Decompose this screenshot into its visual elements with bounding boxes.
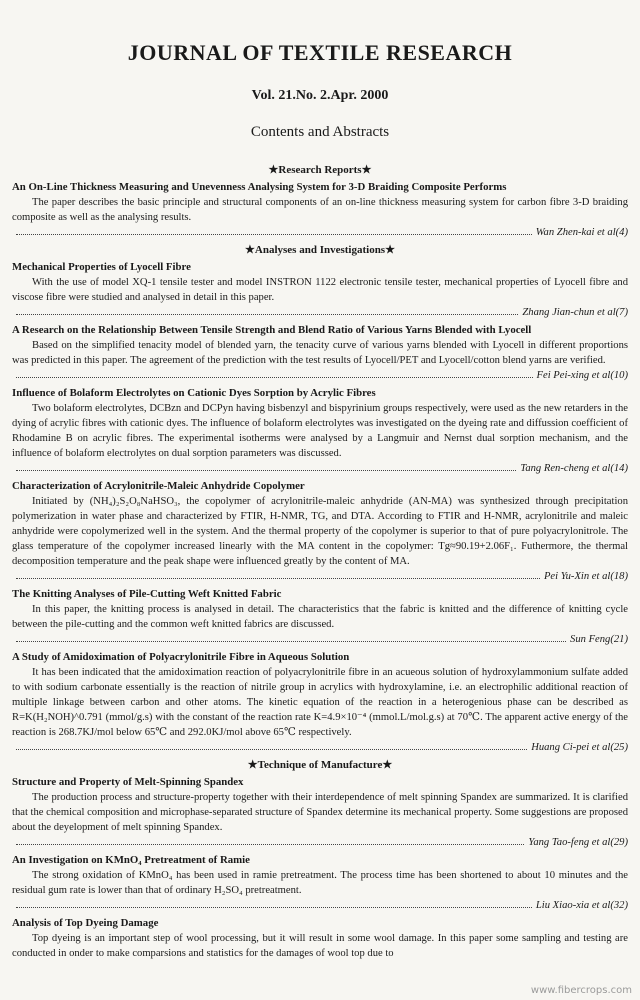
article-abstract: It has been indicated that the amidoximation reaction of polyacrylonitrile fibre in an acueous solution of hydroxylammonium sulfate added to with sodium carbonate essentially is the reaction of nitrile group in acrylics with hydroxylamine, i.e. an electrophilic additional reaction of multiple linkage between carbon and other atoms. The kinetic equation of the reaction in a heterogenious phase can be described as R=K(H₂NOH)^0.791 (mmol/g.s) with the constant of the reaction rate K=4.9×10⁻⁴ (mmol.L/mol.g.s) at 70℃. The apparent active energy of the reaction is 268.7KJ/mol below 65℃ and 292.0KJ/mol above 65℃ respectively.	[12, 667, 628, 738]
article-abstract: Two bolaform electrolytes, DCBzn and DCPyn having bisbenzyl and bispyrinium groups respectively, were used as the new retarders in the dying of acrylic fibres with cationic dyes. The influence of bolaform electrolytes was investigated on the dyeing rate and diffussion coefficient of Rhodamine B on acrylic fibres. The experimental isotherms were analysed by a Langmuir and Nernst dual sorption mechanism, and the influence of bolaform electrolytes on dual sorption parameters was discussed.	[12, 403, 628, 459]
article-abstract: The production process and structure-property together with their interdependence of melt spinning Spandex are summarized. It is clarified that the chemical composition and microphase-separated structure of Spandex determine its mechanical property. Some suggestions are proposed about the deyelopment of melt spinning Spandex.	[12, 792, 628, 833]
site-watermark: www.fibercrops.com	[530, 985, 632, 996]
dot-leader	[16, 577, 540, 579]
article-entry	[12, 775, 628, 850]
article-title: A Study of Amidoximation of Polyacrylonitrile Fibre in Aqueous Solution	[12, 651, 350, 663]
article-title: Analysis of Top Dyeing Damage	[12, 917, 159, 929]
article-entry	[12, 853, 628, 913]
author-page-ref: Pei Yu-Xin et al(18)	[543, 571, 628, 582]
article-abstract: Initiated by (NH₄)₂S₂O₈NaHSO₃, the copolymer of acrylonitrile-maleic anhydride (AN-MA) was synthesized through precipitation polymerization in water phase and characterized by FTIR, H-NMR, TG, and DTA. According to FTIR and H-NMR, acrylonitrile and maleic anhydride were copolymerized well in the system. And the thermal property of the copolymer is superior to that of pure polyacrylonitrole. The glass temperature of the copolymer increased linearly with the MA content in the copolymer: Tg≈90.19+2.06F₁. Futhermore, the thermal decomposition temperature and the peak shape were influenced greatly by the content of MA.	[12, 496, 628, 567]
dot-leader	[16, 469, 516, 471]
author-page-ref: Tang Ren-cheng et al(14)	[520, 463, 628, 474]
article-title: Structure and Property of Melt-Spinning Spandex	[12, 776, 244, 788]
author-page-ref: Liu Xiao-xia et al(32)	[535, 900, 628, 911]
contents-heading: Contents and Abstracts	[250, 124, 390, 140]
dot-leader	[16, 640, 566, 642]
article-title: An Investigation on KMnO₄ Pretreatment of Ramie	[12, 854, 250, 866]
article-byline	[12, 898, 628, 913]
article-entry	[12, 260, 628, 320]
article-entry	[12, 479, 628, 584]
article-title: The Knitting Analyses of Pile-Cutting Weft Knitted Fabric	[12, 588, 282, 600]
article-title: Influence of Bolaform Electrolytes on Cationic Dyes Sorption by Acrylic Fibres	[12, 387, 376, 399]
journal-title: JOURNAL OF TEXTILE RESEARCH	[127, 40, 513, 65]
dot-leader	[16, 748, 527, 750]
article-title: An On-Line Thickness Measuring and Unevenness Analysing System for 3-D Braiding Composite Performs	[12, 181, 507, 193]
article-abstract: Based on the simplified tenacity model of blended yarn, the tenacity curve of various yarns blended with Lyocell in different proportions was predicted in this paper. The agreement of the prediction with the test results of Lyocell/PET and Lyocell/cotton blend yarns are verified.	[12, 340, 628, 366]
author-page-ref: Fei Pei-xing et al(10)	[536, 370, 628, 381]
article-abstract: With the use of model XQ-1 tensile tester and model INSTRON 1122 electronic tensile tester, mechanical properties of Lyocell fibre and viscose fibre were studied and analysed in detail in this paper.	[12, 277, 628, 303]
dot-leader	[16, 906, 532, 908]
article-byline	[12, 569, 628, 584]
article-abstract: Top dyeing is an important step of wool processing, but it will result in some wool damage. In this paper some sampling and testing are conducted in onder to make comparsions and statistics for the damages of wool top due to	[12, 933, 628, 959]
article-entry	[12, 323, 628, 383]
article-abstract: In this paper, the knitting process is analysed in detail. The characteristics that the fabric is knitted and the difference of knitting cycle between the pile-cutting and the common weft knitted fabrics are discussed.	[12, 604, 628, 630]
article-entry	[12, 587, 628, 647]
dot-leader	[16, 376, 533, 378]
section-header: ★Technique of Manufacture★	[247, 759, 393, 771]
dot-leader	[16, 313, 518, 315]
article-entry	[12, 386, 628, 476]
author-page-ref: Wan Zhen-kai et al(4)	[535, 227, 628, 238]
author-page-ref: Zhang Jian-chun et al(7)	[522, 307, 628, 318]
article-title: A Research on the Relationship Between Tensile Strength and Blend Ratio of Various Yarns Blended with Lyocell	[12, 324, 532, 336]
author-page-ref: Sun Feng(21)	[570, 634, 628, 645]
article-abstract: The paper describes the basic principle and structural components of an on-line thickness measuring system for carbon fibre 3-D braiding composite as well as the analysing results.	[12, 197, 628, 223]
article-byline	[12, 632, 628, 647]
issue-line: Vol. 21.No. 2.Apr. 2000	[251, 88, 389, 103]
article-abstract: The strong oxidation of KMnO₄ has been used in ramie pretreatment. The process time has been shortened to about 10 minutes and the residual gum rate is lower than that of ordinary H₂SO₄ pretreatment.	[12, 870, 628, 896]
article-entry	[12, 180, 628, 240]
article-entry	[12, 650, 628, 755]
section-header: ★Analyses and Investigations★	[245, 244, 395, 256]
dot-leader	[16, 233, 532, 235]
article-byline	[12, 461, 628, 476]
dot-leader	[16, 843, 524, 845]
article-entry	[12, 916, 628, 961]
article-byline	[12, 305, 628, 320]
author-page-ref: Yang Tao-feng et al(29)	[528, 837, 628, 848]
article-title: Mechanical Properties of Lyocell Fibre	[12, 261, 191, 273]
article-byline	[12, 368, 628, 383]
section-header: ★Research Reports★	[268, 164, 372, 176]
article-byline	[12, 225, 628, 240]
contents-body	[12, 162, 628, 964]
article-title: Characterization of Acrylonitrile-Maleic Anhydride Copolymer	[12, 480, 305, 492]
article-byline	[12, 740, 628, 755]
author-page-ref: Huang Ci-pei et al(25)	[531, 742, 628, 753]
article-byline	[12, 835, 628, 850]
